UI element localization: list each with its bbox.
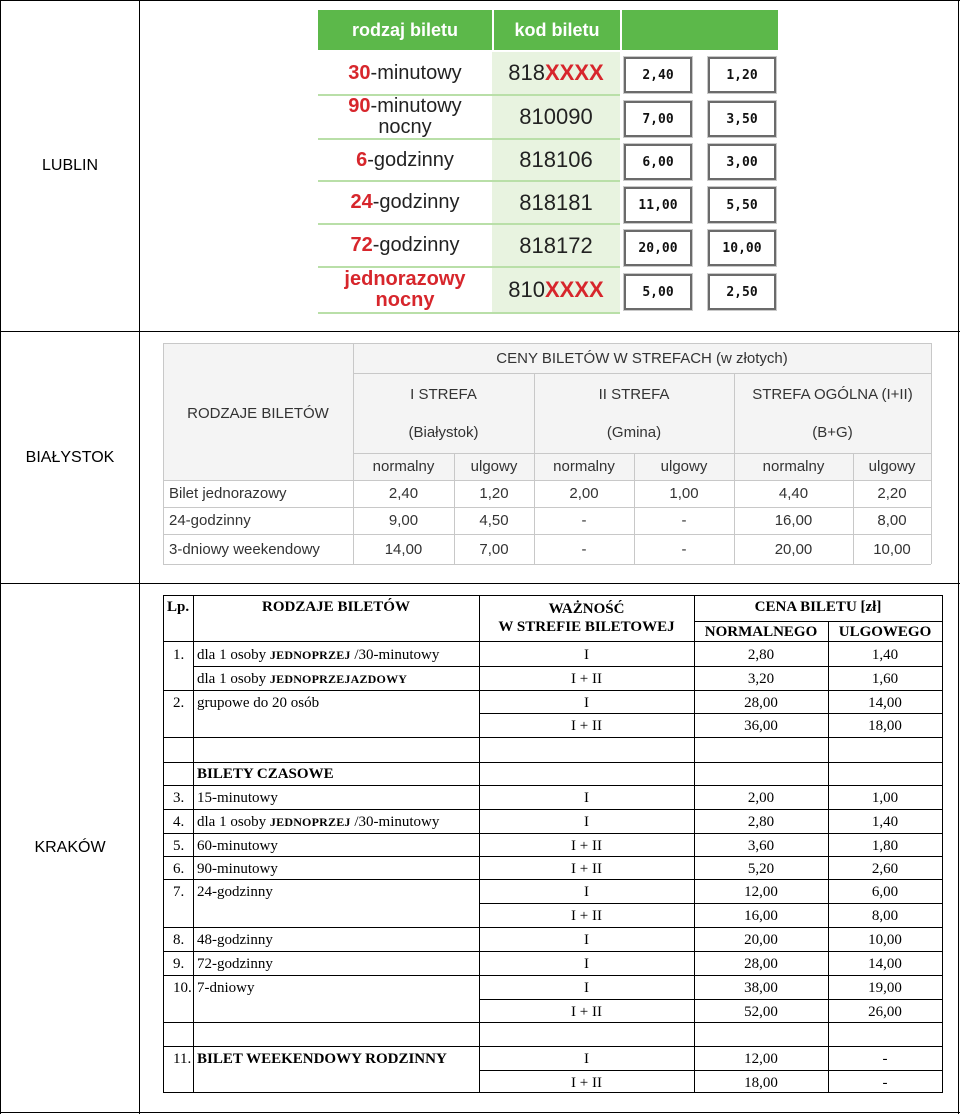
- krakow-row-name: 24-godzinny: [197, 884, 273, 900]
- krakow-grid-line: [479, 999, 942, 1000]
- bialystok-row-name: 3-dniowy weekendowy: [169, 540, 320, 558]
- lublin-price-reduced: 3,00: [708, 144, 776, 180]
- krakow-row-normal-price: 2,80: [747, 814, 775, 830]
- bialystok-price-cell: 2,20: [877, 485, 907, 502]
- krakow-row-reduced-price: 6,00: [871, 884, 899, 900]
- lublin-type-line: [344, 269, 465, 290]
- krakow-row-zone: I: [584, 647, 589, 663]
- krakow-row-name: BILET WEEKENDOWY RODZINNY: [197, 1051, 447, 1067]
- bialystok-price-cell: 4,40: [778, 485, 809, 502]
- krakow-row-zone: I: [584, 980, 589, 996]
- lublin-ticket-code: [492, 140, 620, 182]
- krakow-row-zone: I + II: [571, 838, 602, 854]
- krakow-grid-line: [479, 666, 942, 667]
- lublin-price-normal: 20,00: [624, 230, 692, 266]
- lublin-code-suffix: XXXX: [545, 60, 604, 85]
- bialystok-price-cell: 20,00: [774, 540, 813, 558]
- krakow-row-reduced-price: 8,00: [871, 908, 899, 924]
- krakow-row-normal-price: 38,00: [744, 980, 778, 996]
- krakow-grid-line: [163, 809, 942, 810]
- lublin-type-highlight: 90: [348, 95, 371, 117]
- lublin-price-table: [318, 10, 778, 314]
- lublin-header-type: rodzaj biletu: [318, 10, 492, 50]
- lublin-price-normal: 11,00: [624, 187, 692, 223]
- krakow-row-zone: I: [584, 956, 589, 972]
- lublin-code-prefix: 818106: [519, 147, 593, 172]
- krakow-grid-line: [163, 595, 164, 1093]
- bialystok-zone-area: (Białystok): [408, 423, 479, 441]
- krakow-row-name: 90-minutowy: [197, 861, 278, 877]
- krakow-row-zone: I + II: [571, 861, 602, 877]
- krakow-row-name: 72-godzinny: [197, 956, 273, 972]
- krakow-row-normal-price: 18,00: [744, 1075, 778, 1091]
- lublin-ticket-type: [318, 52, 492, 96]
- krakow-row-normal-price: 3,20: [747, 671, 775, 687]
- krakow-name-suffix: /30-minutowy: [350, 814, 440, 830]
- outer-border-top: [0, 0, 960, 1]
- krakow-row-zone: I + II: [571, 1004, 602, 1020]
- krakow-row-lp: 4.: [173, 814, 185, 830]
- krakow-row-normal-price: 12,00: [744, 884, 778, 900]
- krakow-row-reduced-price: 1,40: [871, 814, 899, 830]
- bialystok-col-normal: normalny: [553, 458, 615, 475]
- lublin-code-prefix: 818181: [519, 189, 593, 215]
- lublin-type-suffix: -godzinny: [372, 234, 460, 256]
- krakow-header-validity-zone: W STREFIE BILETOWEJ: [498, 619, 675, 635]
- krakow-row-reduced-price: -: [882, 1051, 888, 1067]
- krakow-grid-line: [163, 833, 942, 834]
- krakow-grid-line: [163, 1022, 942, 1023]
- bialystok-zone-name: II STREFA: [598, 385, 670, 403]
- city-label-lublin: LUBLIN: [41, 157, 99, 174]
- bialystok-price-cell: 9,00: [388, 512, 419, 529]
- lublin-header-code: kod biletu: [494, 10, 620, 50]
- krakow-row-zone: I: [584, 695, 589, 711]
- bialystok-grid-line: [163, 564, 931, 565]
- krakow-grid-line: [479, 1070, 942, 1071]
- outer-border-right: [958, 0, 959, 1114]
- krakow-row-zone: I: [584, 790, 589, 806]
- krakow-grid-line: [163, 785, 942, 786]
- bialystok-grid-line: [931, 343, 932, 564]
- krakow-grid-line: [163, 595, 942, 596]
- lublin-type-line2: nocny: [378, 116, 432, 138]
- krakow-row-lp: 7.: [173, 884, 185, 900]
- krakow-row-name: 60-minutowy: [197, 838, 278, 854]
- lublin-price-reduced: 5,50: [708, 187, 776, 223]
- lublin-type-line2: nocny: [375, 289, 435, 311]
- krakow-row-reduced-price: 14,00: [868, 695, 902, 711]
- krakow-row-name: 48-godzinny: [197, 932, 273, 948]
- lublin-ticket-code: [492, 96, 620, 140]
- lublin-type-suffix: -minutowy: [370, 95, 462, 117]
- bialystok-zone-header: [353, 373, 534, 453]
- city-label-krakow: KRAKÓW: [34, 839, 106, 856]
- bialystok-col-normal: normalny: [762, 458, 825, 475]
- bialystok-price-cell: 2,40: [388, 485, 419, 502]
- krakow-row-normal-price: 16,00: [744, 908, 778, 924]
- krakow-grid-line: [163, 1092, 479, 1093]
- krakow-row-lp: 2.: [173, 695, 185, 711]
- lublin-price-normal: 7,00: [624, 101, 692, 137]
- krakow-grid-line: [193, 595, 194, 1093]
- bialystok-types-header: RODZAJE BILETÓW: [187, 404, 329, 422]
- lublin-type-highlight: 24: [350, 191, 373, 213]
- lublin-ticket-code: [492, 268, 620, 314]
- lublin-ticket-type: [318, 225, 492, 268]
- bialystok-zone-name: STREFA OGÓLNA (I+II): [752, 385, 913, 403]
- krakow-grid-line: [479, 713, 942, 714]
- lublin-type-highlight: jednorazowy: [344, 268, 466, 290]
- bialystok-col-normal: normalny: [372, 458, 435, 475]
- krakow-name-caps: JEDNOPRZEJ: [269, 815, 351, 829]
- krakow-grid-line: [942, 595, 943, 1093]
- lublin-type-suffix: -godzinny: [367, 148, 454, 171]
- krakow-name-caps: JEDNOPRZEJ: [269, 648, 351, 662]
- bialystok-zone-header: [534, 373, 734, 453]
- krakow-grid-line: [479, 1092, 942, 1093]
- krakow-row-lp: 11.: [173, 1051, 192, 1067]
- krakow-header-reduced: ULGOWEGO: [838, 624, 932, 640]
- krakow-grid-line: [163, 762, 942, 763]
- lublin-price-normal: 6,00: [624, 144, 692, 180]
- lublin-type-line: [348, 96, 461, 117]
- krakow-row-normal-price: 28,00: [744, 695, 778, 711]
- krakow-name-caps: JEDNOPRZEJAZDOWY: [269, 672, 408, 686]
- krakow-grid-line: [163, 1046, 942, 1047]
- krakow-row-reduced-price: 26,00: [868, 1004, 902, 1020]
- krakow-row-zone: I + II: [571, 718, 602, 734]
- lublin-ticket-code: [492, 225, 620, 268]
- krakow-row-normal-price: 20,00: [744, 932, 778, 948]
- krakow-grid-line: [163, 879, 942, 880]
- krakow-row-name: [197, 813, 439, 831]
- lublin-code-prefix: 810: [508, 277, 545, 302]
- lublin-ticket-type: [318, 268, 492, 314]
- krakow-row-reduced-price: 2,60: [871, 861, 899, 877]
- krakow-row-lp: 5.: [173, 838, 185, 854]
- krakow-row-lp: 8.: [173, 932, 185, 948]
- krakow-header-lp: Lp.: [167, 599, 190, 615]
- bialystok-price-cell: 16,00: [774, 512, 813, 529]
- krakow-grid-line: [828, 621, 829, 1093]
- bialystok-title: CENY BILETÓW W STREFACH (w złotych): [496, 349, 788, 367]
- lublin-price-reduced: 10,00: [708, 230, 776, 266]
- krakow-row-name: grupowe do 20 osób: [197, 695, 320, 711]
- lublin-ticket-type: [318, 96, 492, 140]
- krakow-row-zone: I + II: [571, 908, 602, 924]
- row-divider-2: [0, 583, 960, 584]
- city-label-bialystok: BIAŁYSTOK: [25, 448, 115, 466]
- column-divider: [139, 0, 140, 1114]
- bialystok-price-cell: -: [681, 540, 687, 558]
- bialystok-price-cell: 7,00: [479, 540, 509, 558]
- bialystok-price-cell: -: [581, 512, 587, 529]
- krakow-row-reduced-price: 1,60: [871, 671, 899, 687]
- krakow-row-normal-price: 12,00: [744, 1051, 778, 1067]
- krakow-row-normal-price: 5,20: [747, 861, 775, 877]
- lublin-type-line: [356, 150, 454, 171]
- lublin-ticket-code: [492, 52, 620, 96]
- bialystok-price-cell: 14,00: [384, 540, 423, 558]
- bialystok-price-cell: 2,00: [569, 485, 599, 502]
- lublin-type-suffix: -godzinny: [372, 191, 460, 213]
- krakow-row-normal-price: 2,00: [747, 790, 775, 806]
- krakow-row-lp: 1.: [173, 647, 185, 663]
- krakow-row-zone: I: [584, 932, 589, 948]
- krakow-row-reduced-price: -: [882, 1075, 888, 1091]
- lublin-price-normal: 5,00: [624, 274, 692, 310]
- krakow-grid-line: [163, 856, 942, 857]
- krakow-row-name: [197, 646, 439, 664]
- krakow-row-zone: I + II: [571, 671, 602, 687]
- bialystok-col-reduced: ulgowy: [660, 458, 708, 475]
- lublin-code-prefix: 810090: [519, 104, 593, 129]
- lublin-code-prefix: 818172: [519, 232, 593, 258]
- lublin-price-normal: 2,40: [624, 57, 692, 93]
- krakow-row-zone: I: [584, 884, 589, 900]
- lublin-type-highlight: 72: [350, 234, 373, 256]
- krakow-row-name: 7-dniowy: [197, 980, 255, 996]
- krakow-price-table: [163, 595, 942, 1095]
- krakow-grid-line: [479, 903, 942, 904]
- krakow-name-prefix: dla 1 osoby: [197, 647, 270, 663]
- krakow-header-normal: NORMALNEGO: [704, 624, 818, 640]
- bialystok-price-cell: 8,00: [877, 512, 907, 529]
- bialystok-price-cell: 4,50: [479, 512, 509, 529]
- krakow-row-zone: I + II: [571, 1075, 602, 1091]
- krakow-grid-line: [193, 666, 479, 667]
- bialystok-zone-name: I STREFA: [410, 385, 477, 403]
- krakow-row-normal-price: 36,00: [744, 718, 778, 734]
- lublin-type-highlight: 6: [356, 148, 368, 171]
- lublin-header-blank: [622, 10, 778, 50]
- krakow-grid-line: [694, 621, 942, 622]
- krakow-grid-line: [163, 641, 942, 642]
- lublin-type-line: [348, 63, 461, 84]
- lublin-code-prefix: 818: [508, 60, 545, 85]
- krakow-row-reduced-price: 1,80: [871, 838, 899, 854]
- bialystok-price-cell: -: [681, 512, 687, 529]
- krakow-grid-line: [163, 951, 942, 952]
- krakow-row-normal-price: 28,00: [744, 956, 778, 972]
- bialystok-price-cell: -: [581, 540, 587, 558]
- lublin-type-highlight: 30: [348, 61, 371, 84]
- lublin-price-reduced: 1,20: [708, 57, 776, 93]
- krakow-grid-line: [163, 690, 942, 691]
- lublin-code-suffix: XXXX: [545, 277, 604, 302]
- lublin-ticket-type: [318, 182, 492, 225]
- bialystok-price-cell: 1,00: [669, 485, 699, 502]
- bialystok-price-cell: 10,00: [873, 540, 911, 558]
- bialystok-row-name: Bilet jednorazowy: [169, 485, 287, 502]
- bialystok-price-cell: 1,20: [479, 485, 509, 502]
- krakow-row-normal-price: 3,60: [747, 838, 775, 854]
- krakow-row-normal-price: 2,80: [747, 647, 775, 663]
- lublin-type-suffix: -minutowy: [370, 61, 462, 84]
- lublin-price-reduced: 2,50: [708, 274, 776, 310]
- bialystok-row-name: 24-godzinny: [169, 512, 251, 529]
- krakow-row-reduced-price: 14,00: [868, 956, 902, 972]
- lublin-ticket-code: [492, 182, 620, 225]
- krakow-header-types: RODZAJE BILETÓW: [262, 599, 410, 615]
- bialystok-zone-area: (B+G): [812, 423, 853, 441]
- krakow-row-name: [197, 670, 407, 688]
- outer-border-bottom: [0, 1112, 960, 1113]
- krakow-row-reduced-price: 10,00: [868, 932, 902, 948]
- krakow-grid-line: [163, 927, 942, 928]
- krakow-row-zone: I: [584, 814, 589, 830]
- lublin-ticket-type: [318, 140, 492, 182]
- bialystok-price-table: [163, 343, 931, 564]
- lublin-type-line: [351, 235, 460, 256]
- krakow-header-price: CENA BILETU [zł]: [754, 599, 882, 615]
- krakow-name-prefix: dla 1 osoby: [197, 671, 270, 687]
- krakow-row-lp: 9.: [173, 956, 185, 972]
- krakow-grid-line: [163, 975, 942, 976]
- krakow-row-normal-price: 52,00: [744, 1004, 778, 1020]
- krakow-grid-line: [163, 737, 942, 738]
- krakow-section-heading: BILETY CZASOWE: [197, 766, 334, 782]
- krakow-row-zone: I: [584, 1051, 589, 1067]
- krakow-row-reduced-price: 1,00: [871, 790, 899, 806]
- krakow-row-name: 15-minutowy: [197, 790, 278, 806]
- row-divider-1: [0, 331, 960, 332]
- krakow-row-lp: 6.: [173, 861, 185, 877]
- krakow-row-lp: 10.: [173, 980, 192, 996]
- bialystok-col-reduced: ulgowy: [868, 458, 916, 475]
- krakow-name-prefix: dla 1 osoby: [197, 814, 270, 830]
- bialystok-zone-header: [734, 373, 931, 453]
- lublin-type-line: [351, 192, 460, 213]
- krakow-row-reduced-price: 18,00: [868, 718, 902, 734]
- bialystok-zone-area: (Gmina): [606, 423, 662, 441]
- krakow-row-reduced-price: 19,00: [868, 980, 902, 996]
- krakow-row-reduced-price: 1,40: [871, 647, 899, 663]
- bialystok-col-reduced: ulgowy: [470, 458, 518, 475]
- lublin-price-reduced: 3,50: [708, 101, 776, 137]
- krakow-header-validity: WAŻNOŚĆ: [548, 601, 625, 617]
- krakow-row-lp: 3.: [173, 790, 185, 806]
- krakow-name-suffix: /30-minutowy: [350, 647, 440, 663]
